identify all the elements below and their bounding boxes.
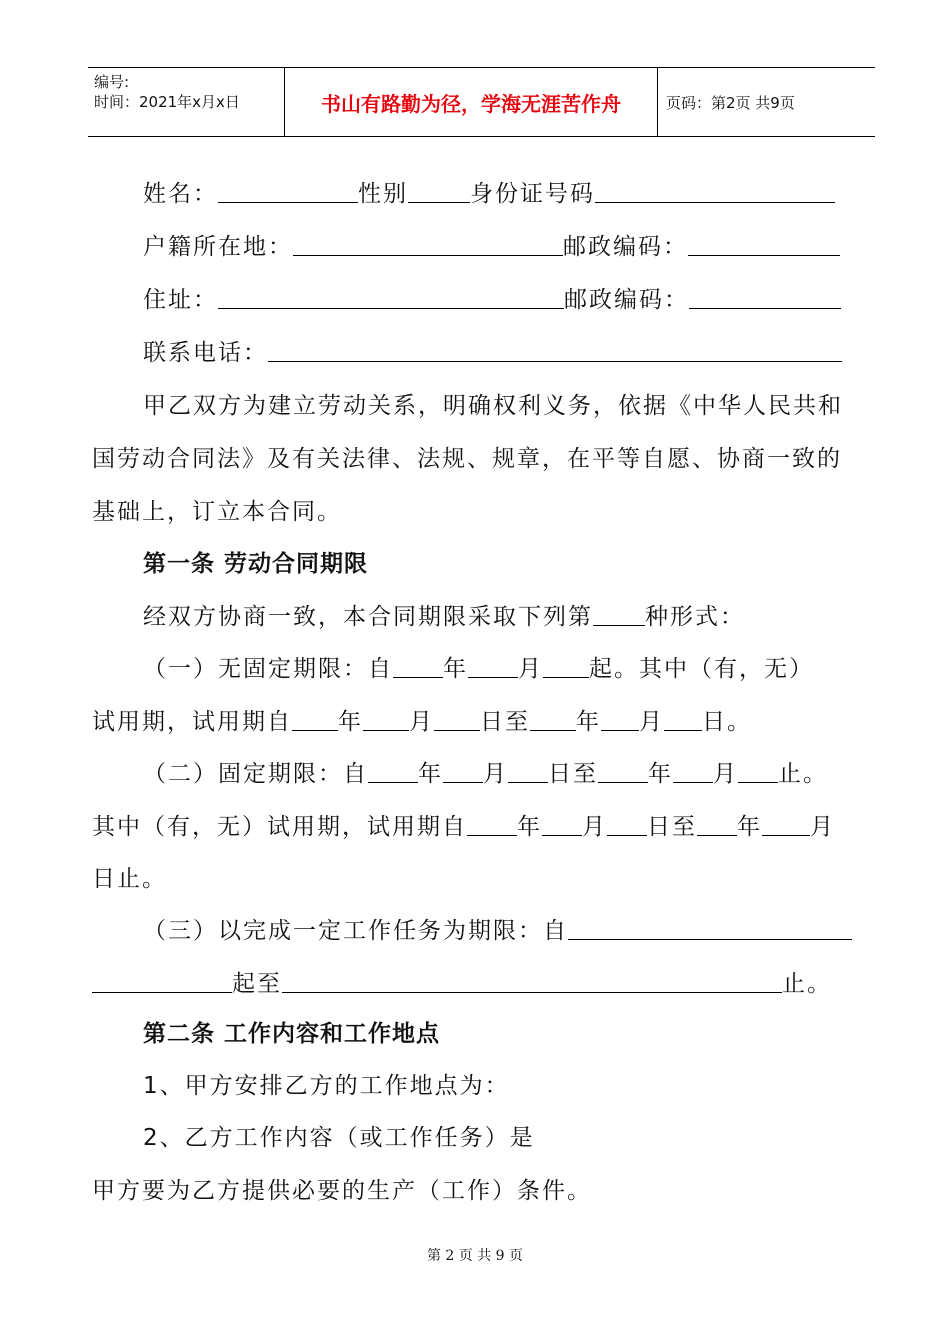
- id-field[interactable]: [595, 180, 835, 203]
- month-label: 月: [483, 761, 508, 787]
- gender-label: 性别: [358, 181, 408, 207]
- opt3-text-a: （三）以完成一定工作任务为期限：自: [143, 918, 568, 944]
- year-label: 年: [443, 656, 468, 682]
- postcode-field-2[interactable]: [689, 286, 841, 309]
- phone-field[interactable]: [268, 339, 842, 362]
- hukou-row: [143, 233, 840, 261]
- article2-title: 第二条 工作内容和工作地点: [143, 1021, 441, 1047]
- opt1-trial-end-year[interactable]: [530, 708, 576, 731]
- day-to-label: 日至: [480, 709, 530, 735]
- opt2-start-day[interactable]: [508, 760, 548, 783]
- year-label: 年: [517, 814, 542, 840]
- intro-line-1: 甲乙双方为建立劳动关系，明确权利义务，依据《中华人民共和: [143, 393, 843, 419]
- header-info-cell: [88, 68, 285, 136]
- intro-line-3: 基础上，订立本合同。: [92, 499, 342, 525]
- article1-title: 第一条 劳动合同期限: [143, 551, 369, 577]
- gender-field[interactable]: [408, 180, 470, 203]
- opt1-trial-start-day[interactable]: [434, 708, 480, 731]
- opt2-trial-start-month[interactable]: [542, 813, 582, 836]
- opt1-trial-end-month[interactable]: [601, 708, 639, 731]
- page-info: 页码：第2页 共9页: [666, 94, 795, 112]
- option2-row-b: [92, 813, 835, 841]
- opt1-start-month[interactable]: [468, 655, 518, 678]
- postcode-field[interactable]: [688, 233, 840, 256]
- opt2-trial-start-day[interactable]: [607, 813, 647, 836]
- motto-text: 书山有路勤为径，学海无涯苦作舟: [321, 92, 621, 116]
- choose-text-b: 种形式：: [645, 604, 745, 630]
- article2-item-1: 1、甲方安排乙方的工作地点为：: [143, 1073, 510, 1099]
- year-label: 年: [576, 709, 601, 735]
- form-choice-field[interactable]: [593, 603, 645, 626]
- opt3-end-field[interactable]: [282, 970, 782, 993]
- time-label: 时间：2021年x月x日: [94, 93, 240, 111]
- month-label: 月: [639, 709, 664, 735]
- phone-label: 联系电话：: [143, 340, 268, 366]
- opt2-text-c: 其中（有，无）试用期，试用期自: [92, 814, 467, 840]
- name-field[interactable]: [218, 180, 358, 203]
- opt3-start-field[interactable]: [568, 917, 852, 940]
- opt1-trial-end-day[interactable]: [664, 708, 702, 731]
- month-label: 月: [409, 709, 434, 735]
- address-field[interactable]: [218, 286, 564, 309]
- opt2-end-year[interactable]: [598, 760, 648, 783]
- header-motto-cell: [285, 68, 658, 136]
- month-label: 月: [713, 761, 738, 787]
- opt2-end-month[interactable]: [673, 760, 713, 783]
- phone-row: [143, 339, 842, 367]
- hukou-label: 户籍所在地：: [143, 234, 293, 260]
- month-label: 月: [582, 814, 607, 840]
- month-label: 月: [810, 814, 835, 840]
- article1-choose-row: [143, 603, 745, 631]
- address-row: [143, 286, 841, 314]
- name-row: [143, 180, 835, 208]
- article2-item-2: 2、乙方工作内容（或工作任务）是: [143, 1125, 535, 1151]
- choose-text-a: 经双方协商一致，本合同期限采取下列第: [143, 604, 593, 630]
- opt2-trial-end-month[interactable]: [762, 813, 810, 836]
- id-label: 身份证号码: [470, 181, 595, 207]
- option2-row-c: 日止。: [92, 866, 167, 892]
- option2-row-a: [143, 760, 828, 788]
- page-footer: 第 2 页 共 9 页: [426, 1248, 524, 1264]
- opt3-text-b: 起至: [232, 971, 282, 997]
- month-label: 月: [518, 656, 543, 682]
- opt1-text-a: （一）无固定期限：自: [143, 656, 393, 682]
- opt2-trial-start-year[interactable]: [467, 813, 517, 836]
- day-to-label: 日至: [548, 761, 598, 787]
- day-to-label: 日至: [647, 814, 697, 840]
- opt1-trial-start-month[interactable]: [363, 708, 409, 731]
- option1-row-a: [143, 655, 814, 683]
- opt2-start-month[interactable]: [443, 760, 483, 783]
- year-label: 年: [338, 709, 363, 735]
- opt1-start-day[interactable]: [543, 655, 589, 678]
- option3-row-a: [143, 917, 852, 945]
- article2-item-3: 甲方要为乙方提供必要的生产（工作）条件。: [92, 1178, 592, 1204]
- year-label: 年: [737, 814, 762, 840]
- opt3-start-field-cont[interactable]: [92, 970, 232, 993]
- option3-row-b: [92, 970, 832, 998]
- header-page-cell: [658, 68, 875, 136]
- opt1-text-b: 起。其中（有，无）: [589, 656, 814, 682]
- day-end-label: 日。: [702, 709, 752, 735]
- opt2-trial-end-year[interactable]: [697, 813, 737, 836]
- opt1-text-c: 试用期，试用期自: [92, 709, 292, 735]
- year-label: 年: [648, 761, 673, 787]
- number-label: 编号:: [94, 73, 130, 91]
- opt1-start-year[interactable]: [393, 655, 443, 678]
- option1-row-b: [92, 708, 752, 736]
- page-header: [88, 67, 875, 137]
- opt2-text-a: （二）固定期限：自: [143, 761, 368, 787]
- opt2-text-b: 止。: [778, 761, 828, 787]
- opt2-start-year[interactable]: [368, 760, 418, 783]
- opt3-text-c: 止。: [782, 971, 832, 997]
- address-label: 住址：: [143, 287, 218, 313]
- opt2-end-day[interactable]: [738, 760, 778, 783]
- postcode-label: 邮政编码：: [563, 234, 688, 260]
- hukou-field[interactable]: [293, 233, 563, 256]
- opt1-trial-start-year[interactable]: [292, 708, 338, 731]
- postcode-label-2: 邮政编码：: [564, 287, 689, 313]
- name-label: 姓名：: [143, 181, 218, 207]
- intro-line-2: 国劳动合同法》及有关法律、法规、规章，在平等自愿、协商一致的: [92, 446, 842, 472]
- year-label: 年: [418, 761, 443, 787]
